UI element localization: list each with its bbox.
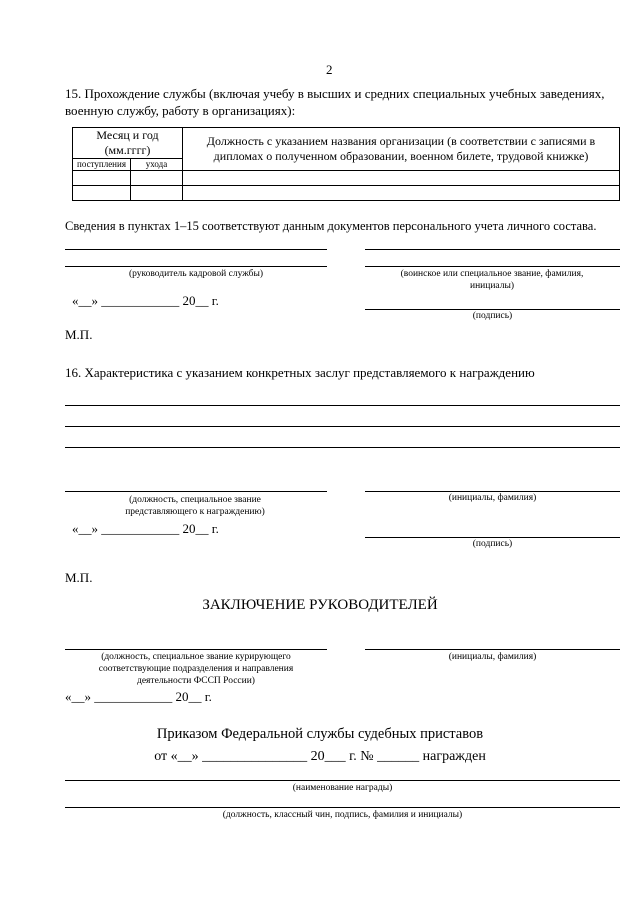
signature-line bbox=[65, 649, 327, 650]
table-row bbox=[73, 171, 620, 186]
order-line: от «__» _______________ 20___ г. № ______ награжден bbox=[154, 749, 486, 764]
signature-line bbox=[65, 491, 327, 492]
representative-caption: (должность, специальное звание представляющего к награждению) bbox=[125, 495, 265, 517]
section15-note: Сведения в пунктах 1–15 соответствуют данным документов персонального учета личного состава. bbox=[65, 219, 597, 233]
signature-caption: (подпись) bbox=[472, 311, 513, 321]
award-line bbox=[65, 780, 620, 781]
stamp-label: М.П. bbox=[65, 327, 93, 342]
table-row bbox=[73, 186, 620, 201]
signature-line bbox=[365, 266, 620, 267]
stamp-label: М.П. bbox=[65, 570, 93, 585]
award-caption: (наименование награды) bbox=[292, 783, 393, 793]
col-start-header: поступления bbox=[73, 159, 131, 171]
col-month-year-header: Месяц и год (мм.гггг) bbox=[73, 128, 183, 159]
service-table bbox=[72, 127, 620, 201]
section15-heading: 15. Прохождение службы (включая учебу в высших и средних специальных учебных заведениях, военную службу, работу в организациях): bbox=[65, 86, 605, 118]
page-number: 2 bbox=[326, 62, 333, 77]
col-end-header: ухода bbox=[131, 159, 183, 171]
signature-line bbox=[365, 249, 620, 250]
text-line bbox=[65, 447, 620, 448]
signature-caption: (подпись) bbox=[472, 539, 513, 549]
order-title: Приказом Федеральной службы судебных приставов bbox=[156, 726, 484, 742]
supervisor-caption: (должность, специальное звание курирующего соответствующие подразделения и направления деятельности ФССП России) bbox=[98, 652, 294, 686]
signature-line bbox=[65, 249, 327, 250]
signature-line bbox=[365, 649, 620, 650]
conclusion-title: ЗАКЛЮЧЕНИЕ РУКОВОДИТЕЛЕЙ bbox=[202, 597, 438, 613]
initials-caption: (инициалы, фамилия) bbox=[448, 493, 537, 503]
text-line bbox=[65, 405, 620, 406]
date-line: «__» ____________ 20__ г. bbox=[72, 521, 219, 536]
col-position-header: Должность с указанием названия организации (в соответствии с записями в дипломах о полученном образовании, военном билете, трудовой книжке) bbox=[183, 128, 620, 171]
section16-heading: 16. Характеристика с указанием конкретных заслуг представляемого к награждению bbox=[65, 365, 535, 380]
signatory-caption: (должность, классный чин, подпись, фамилия и инициалы) bbox=[222, 810, 463, 820]
initials-caption: (инициалы, фамилия) bbox=[448, 652, 537, 662]
date-line: «__» ____________ 20__ г. bbox=[72, 293, 219, 308]
signatory-line bbox=[65, 807, 620, 808]
rank-name-caption: (воинское или специальное звание, фамилия, инициалы) bbox=[400, 269, 584, 291]
date-line: «__» ____________ 20__ г. bbox=[65, 689, 212, 704]
signature-line bbox=[65, 266, 327, 267]
hr-head-caption: (руководитель кадровой службы) bbox=[128, 269, 264, 279]
text-line bbox=[65, 426, 620, 427]
